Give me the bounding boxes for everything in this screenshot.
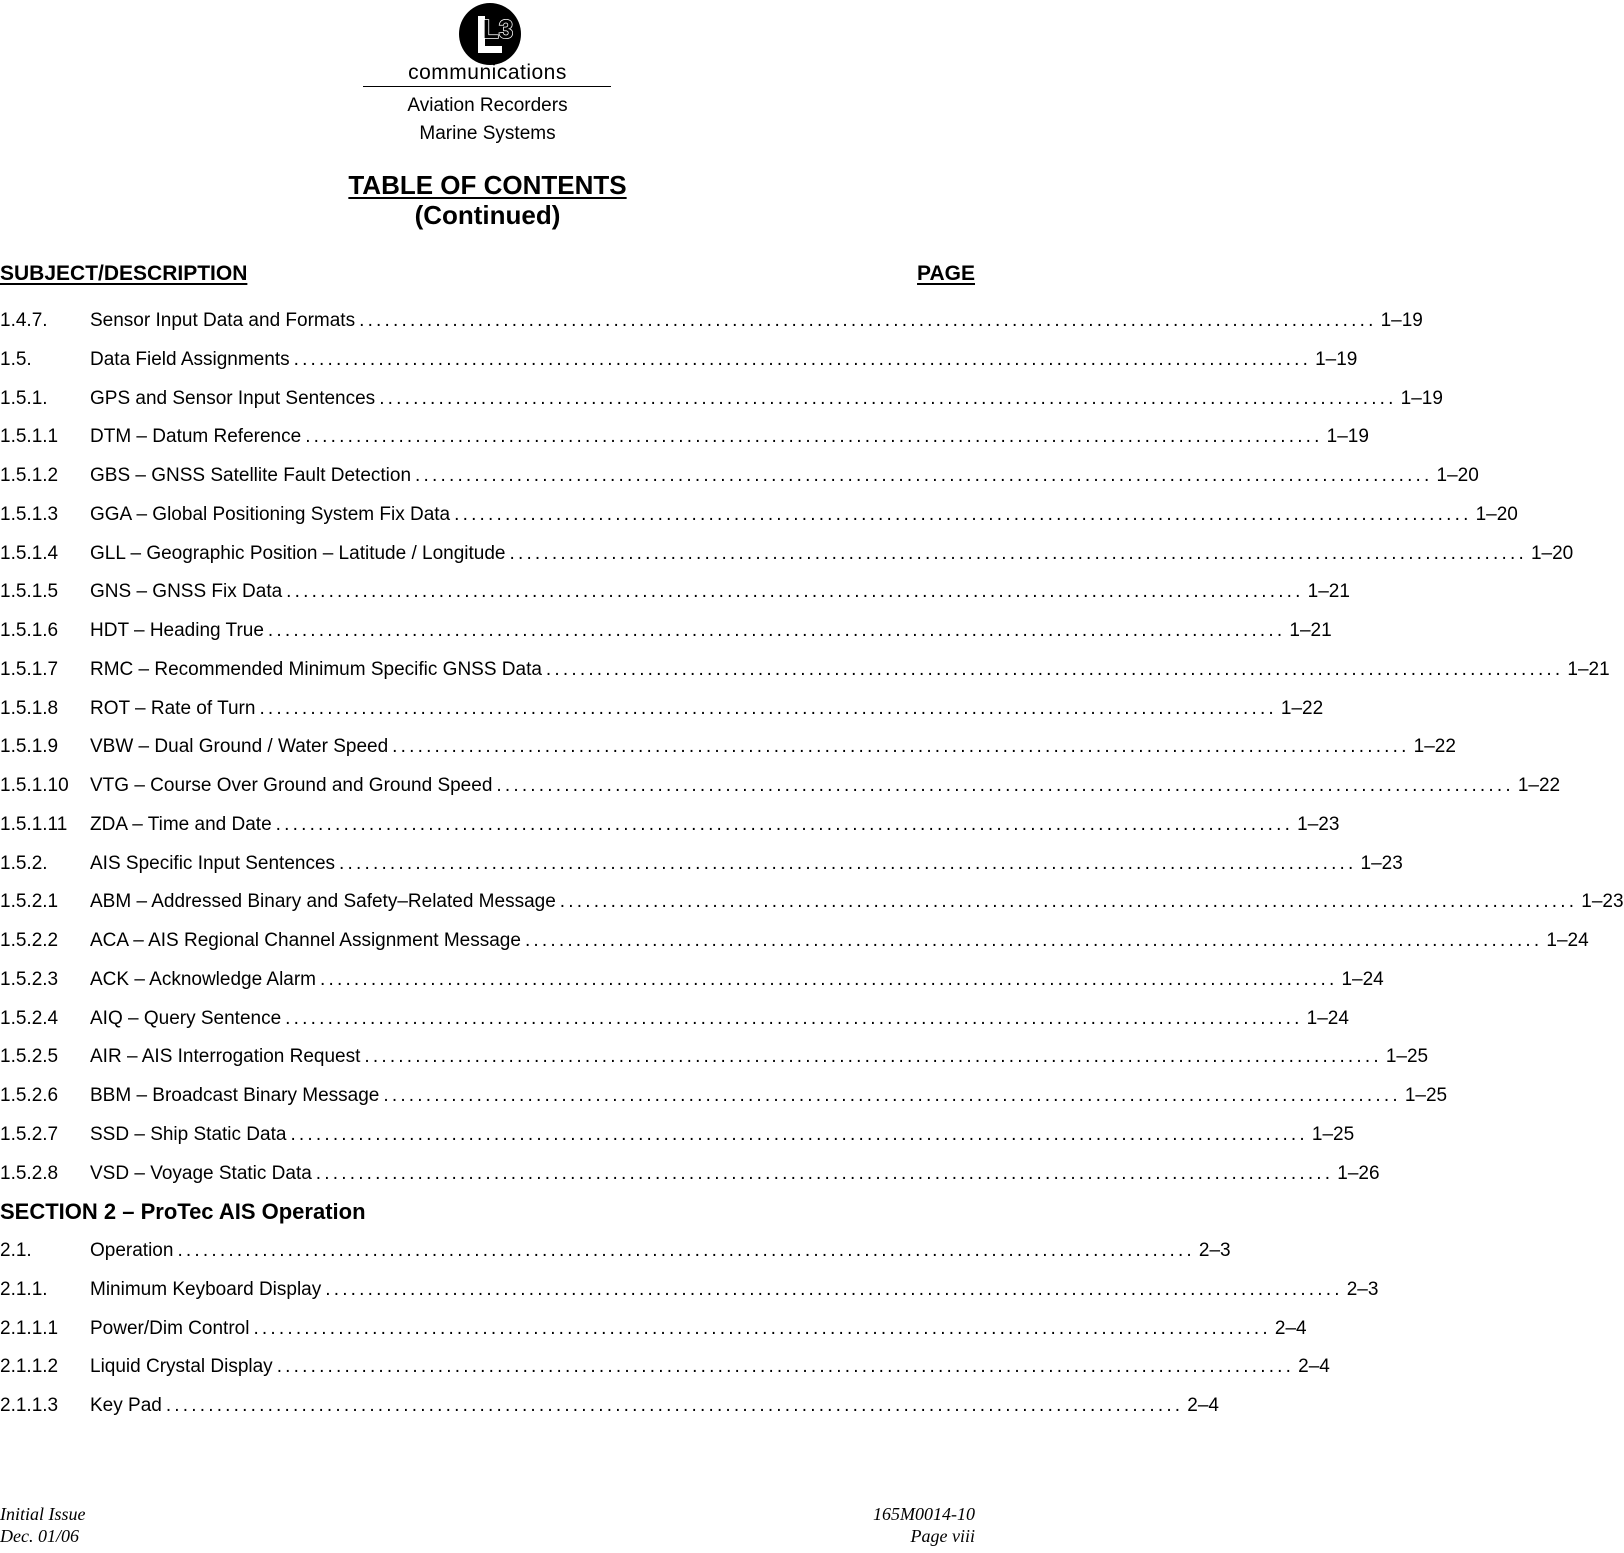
entry-number: 1.4.7. (0, 310, 48, 331)
entry-line (90, 926, 1589, 956)
toc-entry (0, 1314, 1307, 1344)
entry-line (90, 577, 1350, 607)
entry-title: ZDA – Time and Date (90, 813, 272, 835)
entry-number: 2.1.1. (0, 1278, 48, 1300)
column-header-subject: SUBJECT/DESCRIPTION (0, 262, 248, 285)
entry-page: 1–24 (1306, 1007, 1349, 1029)
dot-leader: ........................................................................................................................ (339, 852, 1357, 874)
entry-page: 1–23 (1360, 852, 1403, 874)
toc-entry (0, 810, 1340, 840)
logo-wordmark: communications (408, 61, 567, 84)
toc-entry (0, 1352, 1330, 1382)
dot-leader: ........................................................................................................................ (383, 1085, 1401, 1106)
entry-line (90, 539, 1574, 569)
subtitle-marine-systems: Marine Systems (419, 123, 556, 144)
entry-title: ROT – Rate of Turn (90, 697, 256, 719)
entry-title: ACA – AIS Regional Channel Assignment Message (90, 930, 521, 951)
dot-leader: ........................................................................................................................ (509, 542, 1527, 564)
entry-title: ABM – Addressed Binary and Safety–Related Message (90, 891, 556, 913)
entry-page: 2–3 (1346, 1278, 1379, 1300)
entry-title: DTM – Datum Reference (90, 426, 302, 448)
entry-title: RMC – Recommended Minimum Specific GNSS Data (90, 658, 542, 680)
entry-page: 1–24 (1341, 968, 1384, 990)
entry-title: BBM – Broadcast Binary Message (90, 1085, 380, 1106)
entry-line (90, 887, 1624, 917)
entry-number: 1.5.2.7 (0, 1123, 59, 1145)
entry-page: 1–24 (1546, 930, 1589, 951)
entry-line (90, 1314, 1307, 1344)
entry-number: 1.5.1.7 (0, 658, 59, 680)
toc-entry (0, 1004, 1349, 1034)
entry-number: 1.5.1.11 (0, 813, 68, 835)
entry-title: Minimum Keyboard Display (90, 1278, 322, 1300)
l3-logo-icon (458, 2, 522, 66)
toc-entry (0, 539, 1574, 569)
entry-number: 1.5.1.10 (0, 775, 69, 796)
entry-line (90, 1004, 1349, 1034)
toc-entry (0, 1391, 1219, 1421)
entry-line (90, 771, 1561, 801)
entry-number: 2.1.1.3 (0, 1395, 59, 1416)
entry-number: 2.1.1.2 (0, 1356, 59, 1378)
dot-leader: ........................................................................................................................ (415, 465, 1433, 486)
entry-title: HDT – Heading True (90, 620, 264, 641)
toc-section-heading (0, 1197, 975, 1227)
dot-leader: ........................................................................................................................ (320, 968, 1338, 990)
footer-left (0, 1503, 86, 1547)
entry-page: 1–25 (1311, 1123, 1355, 1145)
entry-line (90, 810, 1340, 840)
entry-page: 1–20 (1530, 542, 1574, 564)
entry-page: 1–19 (1380, 310, 1423, 331)
dot-leader: ........................................................................................................................ (496, 775, 1514, 796)
dot-leader: ........................................................................................................................ (545, 658, 1564, 680)
toc-entry (0, 732, 1456, 762)
entry-page: 1–21 (1289, 620, 1332, 641)
entry-title: GLL – Geographic Position – Latitude / Longitude (90, 542, 506, 564)
dot-leader: ........................................................................................................................ (325, 1278, 1343, 1300)
dot-leader: ........................................................................................................................ (379, 387, 1397, 409)
toc-entry (0, 849, 1403, 879)
entry-number: 1.5.1.2 (0, 465, 59, 486)
entry-line (90, 965, 1384, 995)
entry-line (90, 732, 1456, 762)
entry-title: GPS and Sensor Input Sentences (90, 387, 376, 409)
entry-number: 2.1. (0, 1240, 32, 1261)
entry-number: 1.5.1. (0, 387, 48, 409)
entry-page: 1–23 (1581, 891, 1624, 913)
entry-title: Liquid Crystal Display (90, 1356, 273, 1378)
toc-entry (0, 577, 1350, 607)
entry-number: 1.5.2.6 (0, 1085, 59, 1106)
dot-leader: ........................................................................................................................ (267, 620, 1286, 641)
entry-line (90, 655, 1610, 685)
entry-line (90, 1042, 1429, 1072)
entry-number: 1.5.1.6 (0, 620, 59, 641)
entry-number: 1.5.1.1 (0, 426, 59, 448)
entry-title: Data Field Assignments (90, 348, 290, 370)
toc-entry (0, 1275, 1379, 1305)
entry-page: 1–23 (1297, 813, 1340, 835)
entry-number: 1.5.2. (0, 852, 48, 874)
toc-entry (0, 1159, 1380, 1189)
entry-number: 1.5.2.4 (0, 1007, 59, 1029)
toc-entry (0, 345, 1358, 375)
toc-entry (0, 887, 1624, 917)
footer-date: Dec. 01/06 (0, 1526, 79, 1546)
entry-title: ACK – Acknowledge Alarm (90, 968, 317, 990)
toc-entry (0, 965, 1384, 995)
entry-number: 1.5.2.1 (0, 891, 59, 913)
entry-line (90, 1275, 1379, 1305)
entry-title: AIQ – Query Sentence (90, 1007, 282, 1029)
logo-mark: L3 (482, 14, 514, 44)
entry-line (90, 1391, 1219, 1421)
entry-number: 1.5.1.8 (0, 697, 59, 719)
toc-entry (0, 616, 1332, 646)
toc-entry (0, 306, 1423, 336)
dot-leader: ........................................................................................................................ (524, 930, 1543, 951)
subtitle-aviation-recorders: Aviation Recorders (407, 95, 568, 116)
entry-number: 1.5.1.4 (0, 542, 59, 564)
entry-line (90, 384, 1443, 414)
toc-entry (0, 384, 1443, 414)
entry-number: 1.5.2.8 (0, 1162, 59, 1184)
column-header-page: PAGE (917, 262, 975, 285)
entry-page: 2–3 (1198, 1240, 1231, 1261)
dot-leader: ........................................................................................................................ (364, 1046, 1382, 1068)
toc-entry (0, 1081, 1448, 1111)
section-title: SECTION 2 – ProTec AIS Operation (0, 1199, 366, 1225)
entry-page: 1–22 (1517, 775, 1561, 796)
entry-page: 1–21 (1567, 658, 1610, 680)
dot-leader: ........................................................................................................................ (253, 1317, 1271, 1339)
entry-title: Key Pad (90, 1395, 162, 1416)
toc-entry (0, 1236, 1231, 1266)
entry-title: VBW – Dual Ground / Water Speed (90, 736, 389, 758)
dot-leader: ........................................................................................................................ (177, 1240, 1195, 1261)
toc-entry (0, 655, 1610, 685)
toc-entry (0, 1042, 1429, 1072)
entry-title: Sensor Input Data and Formats (90, 310, 356, 331)
entry-title: GNS – GNSS Fix Data (90, 581, 283, 603)
footer-issue: Initial Issue (0, 1504, 86, 1524)
logo-rule (363, 86, 611, 87)
footer-right (873, 1503, 975, 1547)
dot-leader: ........................................................................................................................ (454, 503, 1472, 525)
toc-entry (0, 461, 1479, 491)
entry-line (90, 1159, 1380, 1189)
dot-leader: ........................................................................................................................ (359, 310, 1377, 331)
entry-title: VTG – Course Over Ground and Ground Speed (90, 775, 493, 796)
entry-number: 1.5.2.5 (0, 1046, 59, 1068)
entry-page: 1–25 (1404, 1085, 1448, 1106)
entry-title: VSD – Voyage Static Data (90, 1162, 312, 1184)
dot-leader: ........................................................................................................................ (392, 736, 1410, 758)
entry-page: 1–22 (1413, 736, 1456, 758)
entry-title: Power/Dim Control (90, 1317, 250, 1339)
toc-entry (0, 500, 1518, 530)
toc-entry (0, 422, 1369, 452)
entry-page: 1–19 (1315, 348, 1358, 370)
toc-title-continued: (Continued) (414, 200, 561, 230)
entry-line (90, 616, 1332, 646)
entry-page: 1–26 (1337, 1162, 1380, 1184)
entry-number: 1.5.2.2 (0, 930, 59, 951)
entry-title: AIS Specific Input Sentences (90, 852, 336, 874)
entry-line (90, 345, 1358, 375)
toc-entry (0, 926, 1589, 956)
dot-leader: ........................................................................................................................ (286, 581, 1304, 603)
dot-leader: ........................................................................................................................ (259, 697, 1277, 719)
entry-number: 1.5.2.3 (0, 968, 59, 990)
entry-line (90, 1120, 1355, 1150)
entry-title: GGA – Global Positioning System Fix Data (90, 503, 451, 525)
entry-number: 1.5.1.3 (0, 503, 59, 525)
entry-line (90, 1081, 1448, 1111)
entry-page: 2–4 (1298, 1356, 1330, 1378)
toc-entry (0, 771, 1561, 801)
entry-page: 1–19 (1400, 387, 1443, 409)
entry-number: 1.5.1.5 (0, 581, 59, 603)
entry-page: 1–19 (1326, 426, 1369, 448)
dot-leader: ........................................................................................................................ (293, 348, 1312, 370)
entry-page: 1–20 (1475, 503, 1518, 525)
dot-leader: ........................................................................................................................ (559, 891, 1578, 913)
entry-number: 1.5. (0, 348, 32, 370)
entry-line (90, 500, 1518, 530)
toc-entry (0, 694, 1324, 724)
dot-leader: ........................................................................................................................ (276, 1356, 1295, 1378)
dot-leader: ........................................................................................................................ (165, 1395, 1184, 1416)
entry-line (90, 306, 1423, 336)
entry-title: SSD – Ship Static Data (90, 1123, 287, 1145)
entry-page: 1–21 (1307, 581, 1350, 603)
entry-line (90, 1236, 1231, 1266)
entry-number: 2.1.1.1 (0, 1317, 59, 1339)
dot-leader: ........................................................................................................................ (305, 426, 1323, 448)
entry-line (90, 694, 1324, 724)
entry-title: Operation (90, 1240, 174, 1261)
entry-number: 1.5.1.9 (0, 736, 59, 758)
dot-leader: ........................................................................................................................ (275, 813, 1294, 835)
entry-line (90, 422, 1369, 452)
entry-title: AIR – AIS Interrogation Request (90, 1046, 361, 1068)
entry-title: GBS – GNSS Satellite Fault Detection (90, 465, 412, 486)
dot-leader: ........................................................................................................................ (290, 1123, 1308, 1145)
entry-line (90, 461, 1479, 491)
toc-entry (0, 1120, 1355, 1150)
footer-page-number: Page viii (910, 1526, 975, 1546)
entry-line (90, 1352, 1330, 1382)
entry-page: 1–25 (1385, 1046, 1429, 1068)
entry-page: 1–20 (1436, 465, 1479, 486)
dot-leader: ........................................................................................................................ (285, 1007, 1303, 1029)
toc-title: TABLE OF CONTENTS (348, 170, 627, 200)
dot-leader: ........................................................................................................................ (315, 1162, 1334, 1184)
footer-doc-number: 165M0014-10 (873, 1504, 975, 1524)
entry-page: 1–22 (1280, 697, 1324, 719)
entry-page: 2–4 (1187, 1395, 1219, 1416)
page-title (0, 170, 975, 230)
entry-line (90, 849, 1403, 879)
entry-page: 2–4 (1274, 1317, 1307, 1339)
